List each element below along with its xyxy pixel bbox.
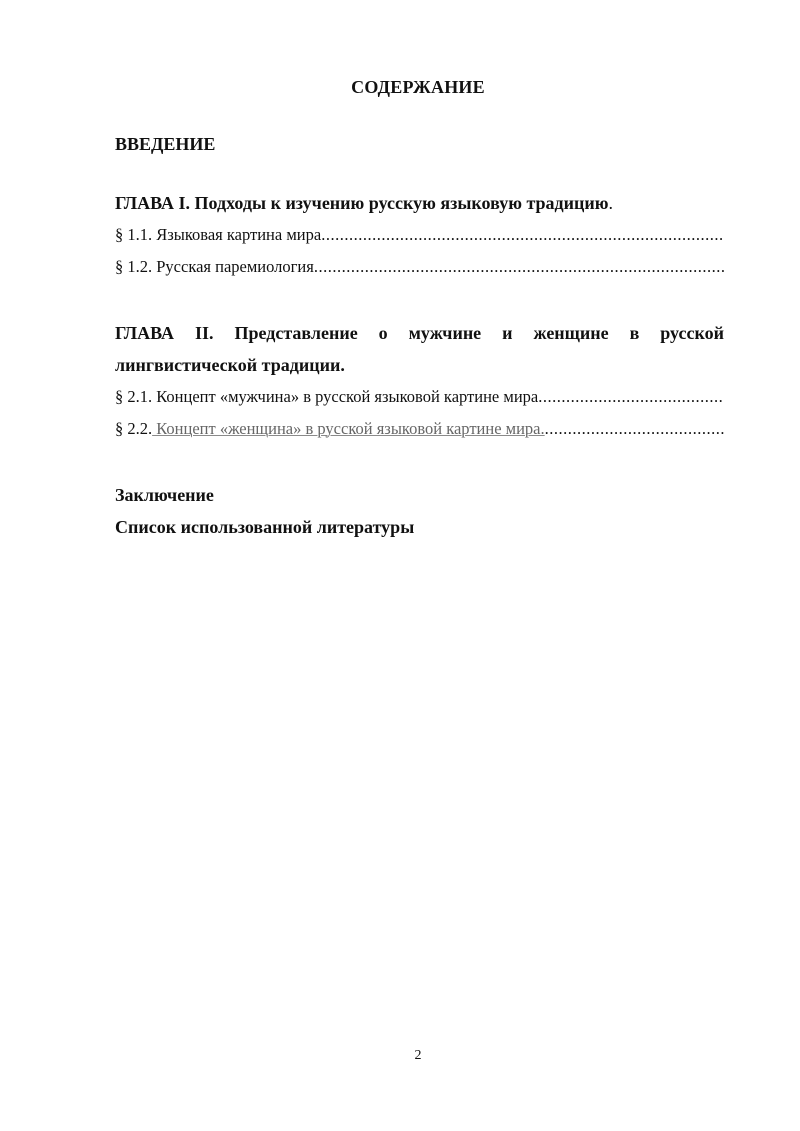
page-number: 2 [414,1048,422,1063]
toc-item-label: § 1.2. Русская паремиология [115,257,314,276]
toc-item-1-1[interactable] [115,219,724,251]
chapter-1-heading-dot: . [608,193,613,213]
toc-item-1-2[interactable] [115,251,724,283]
toc-chapter-2-block [115,317,724,445]
toc-item-2-2[interactable] [115,413,724,445]
dot-leader [545,413,724,445]
toc-conclusion[interactable]: Заключение [115,485,214,505]
toc-chapter-1-block [115,187,724,283]
toc-item-label: § 1.1. Языковая картина мира [115,225,322,244]
toc-item-2-1[interactable] [115,381,724,413]
toc-introduction-block [115,128,724,160]
toc-bibliography[interactable]: Список использованной литературы [115,517,415,537]
dot-leader [321,219,724,251]
toc-item-prefix: § 2.2. [115,419,153,438]
page-title: СОДЕРЖАНИЕ [351,77,485,97]
toc-introduction: ВВЕДЕНИЕ [115,134,216,154]
dot-leader [314,251,724,283]
chapter-1-heading-text: ГЛАВА I. Подходы к изучению русскую языковую традицию [115,193,609,213]
dot-leader [538,381,724,413]
toc-chapter-1-heading [115,187,724,219]
toc-item-label-link[interactable]: Концепт «женщина» в русской языковой картине мира. [152,419,545,438]
toc-end-block [115,479,724,543]
toc-item-label: § 2.1. Концепт «мужчина» в русской языковой картине мира [115,387,539,406]
toc-chapter-2-heading: ГЛАВА II. Представление о мужчине и женщине в русской лингвистической традиции. [115,323,724,375]
toc-item-label-wrapper [115,413,545,445]
